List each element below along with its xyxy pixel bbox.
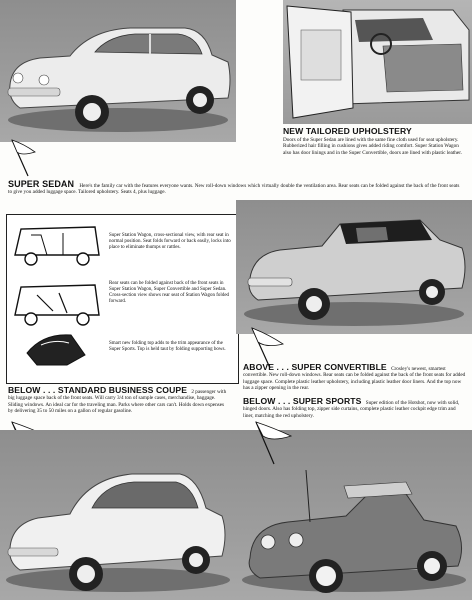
business-coupe-photo [0, 430, 236, 600]
wagon-folded-seat-drawing [15, 285, 99, 325]
open-door-illustration [283, 0, 472, 124]
super-sports-text: Super edition of the Hotshot, now with solid, hinged doors. Also has folding top, zipper side curtains, complete plastic leather cockpit edge trim and liner, matching the red upholstery. [243, 400, 460, 419]
upholstery-text: Doors of the Super Sedan are lined with the same fine cloth used for seat upholstery. Rubberized hair filling in cushions gives added riding comfort. Super Station Wagon also has door linings and in the Super Convertible, doors are lined with plastic leather. [283, 137, 462, 156]
super-convertible-heading: ABOVE . . . SUPER CONVERTIBLE [243, 362, 387, 372]
diagram-caption-2: Rear seats can be folded against back of the front seats in Super Station Wagon, Super Convertible and Super Sedan. Cross-section view shows rear seat of Station Wagon folded forward. [109, 281, 230, 305]
upholstery-heading: NEW TAILORED UPHOLSTERY [283, 126, 412, 136]
business-coupe-block [8, 387, 230, 414]
pennant-flag-icon [8, 138, 36, 178]
super-sports-heading: BELOW . . . SUPER SPORTS [243, 396, 362, 406]
cross-section-diagrams [6, 214, 239, 384]
super-convertible-text: Crosley's newest, smartest convertible. New roll-down windows. Rear seats can be folded against the back of the front seats for added luggage space. Complete plastic leather upholstery, including plastic leather door liners. And the top now has a zipper opening in the rear. [243, 366, 466, 391]
wagon-normal-seat-drawing [15, 227, 99, 265]
super-sedan-block [8, 181, 460, 196]
super-sedan-text: Here's the family car with the features everyone wants. New roll-down windows which virtually double the ventilation area. Rear seats can be folded against the back of the front seats to give you added luggage space. Tailored upholstery. Seats 4, plus luggage. [8, 183, 460, 196]
business-coupe-heading: BELOW . . . STANDARD BUSINESS COUPE [8, 385, 188, 395]
upholstery-photo [283, 0, 472, 124]
super-convertible-block [243, 364, 467, 391]
diagram-caption-1: Super Station Wagon, cross-sectional view, with rear seat in normal position. Seat folds forward or back easily, locks into place to eliminate thumps or rattles. [109, 233, 231, 251]
sedan-car-illustration [0, 0, 236, 142]
pennant-flag-icon [252, 420, 292, 466]
super-sedan-heading: SUPER SEDAN [8, 179, 75, 189]
super-convertible-photo [236, 200, 472, 334]
diagram-caption-3: Smart new folding top adds to the trim appearance of the Super Sports. Top is held taut by folding supporting bows. [109, 341, 226, 353]
business-coupe-text: 2 passenger with big luggage space back of the front seats. Will carry 3/4 ton of sample cases, merchandise, baggage. Sliding windows. An ideal car for the traveling man. Parks where other cars can't. Holds down expenses by delivering 35 to 50 miles on a gallon of regular gasoline. [8, 389, 227, 414]
convertible-car-illustration [236, 200, 472, 334]
super-sedan-photo [0, 0, 236, 142]
folding-top-drawing [27, 335, 85, 365]
super-sports-block [243, 398, 467, 419]
coupe-car-illustration [0, 430, 236, 600]
